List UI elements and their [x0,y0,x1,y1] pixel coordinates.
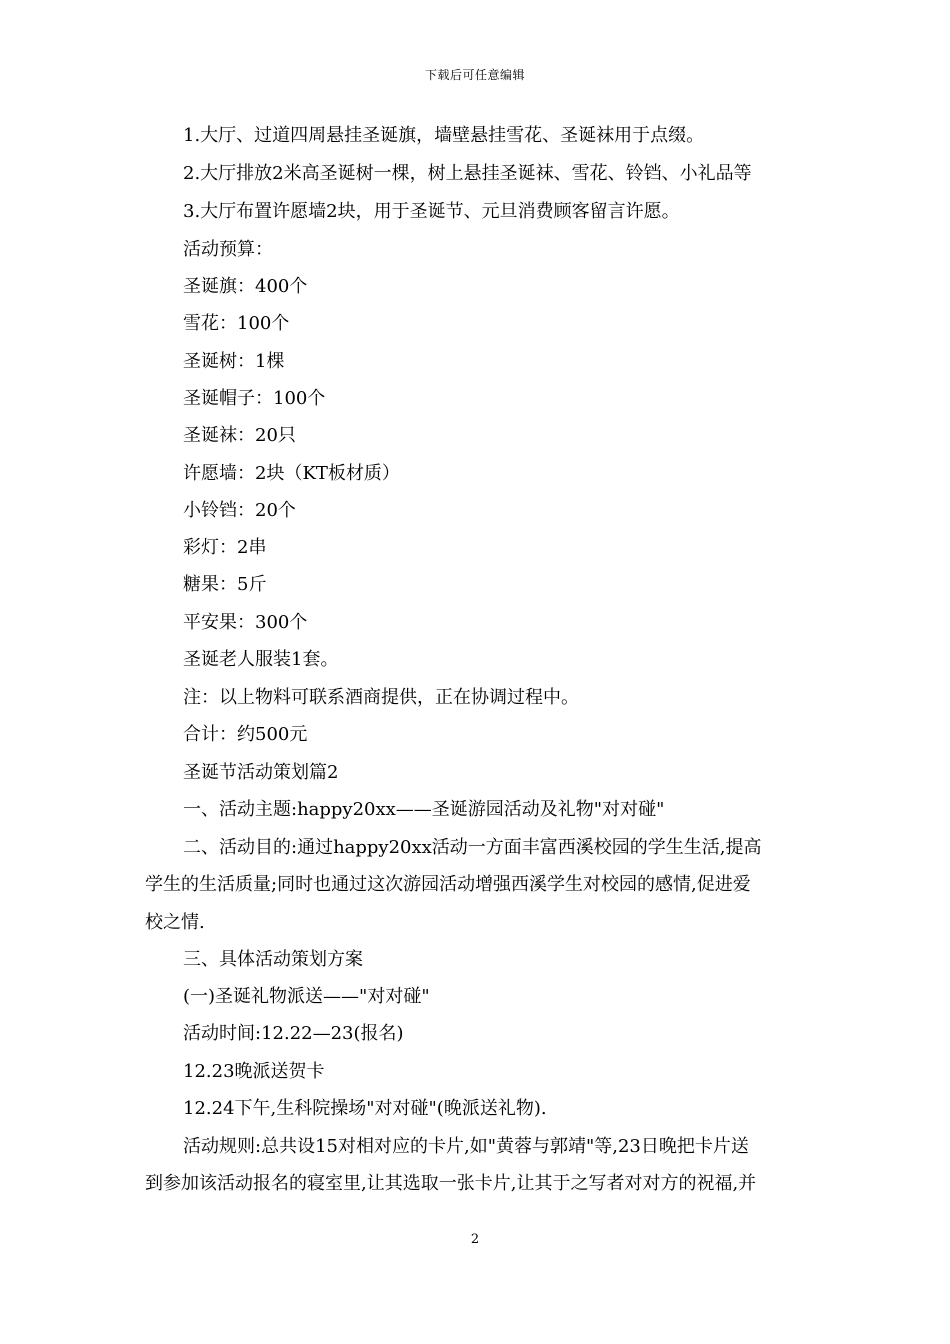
text-line: 圣诞旗：400个 [183,276,308,297]
text-line: 12.23晚派送贺卡 [183,1061,325,1082]
text-line: 活动规则:总共设15对相对应的卡片,如"黄蓉与郭靖"等,23日晚把卡片送 [183,1136,749,1157]
text-line: 圣诞老人服装1套。 [183,649,339,670]
text-line: 注：以上物料可联系酒商提供，正在协调过程中。 [183,687,579,708]
text-line: 合计：约500元 [183,724,308,745]
section-heading: 圣诞节活动策划篇2 [183,762,339,783]
text-line: 12.24下午,生科院操场"对对碰"(晚派送礼物). [183,1098,547,1119]
text-line: 糖果：5斤 [183,574,267,595]
text-line: 许愿墙：2块（KT板材质） [183,463,400,484]
text-line: 三、具体活动策划方案 [183,949,363,970]
text-line: 彩灯：2串 [183,537,267,558]
text-line: 活动预算： [183,239,273,260]
page-header: 下载后可任意编辑 [424,68,525,82]
text-line: 2.大厅排放2米高圣诞树一棵，树上悬挂圣诞袜、雪花、铃铛、小礼品等 [183,163,752,184]
text-line: 到参加该活动报名的寝室里,让其选取一张卡片,让其于之写者对对方的祝福,并 [145,1173,757,1194]
text-line: 雪花：100个 [183,313,290,334]
text-line: 平安果：300个 [183,612,308,633]
text-line: 学生的生活质量;同时也通过这次游园活动增强西溪学生对校园的感情,促进爱 [145,874,751,895]
text-line: 圣诞帽子：100个 [183,388,326,409]
text-line: 活动时间:12.22—23(报名) [183,1023,404,1044]
text-line: 二、活动目的:通过happy20xx活动一方面丰富西溪校园的学生生活,提高 [183,837,762,858]
text-line: (一)圣诞礼物派送——"对对碰" [183,986,430,1007]
text-line: 一、活动主题:happy20xx——圣诞游园活动及礼物"对对碰" [183,799,665,820]
text-line: 圣诞树：1棵 [183,351,285,372]
text-line: 1.大厅、过道四周悬挂圣诞旗，墙壁悬挂雪花、圣诞袜用于点缀。 [183,125,705,146]
text-line: 校之情. [145,912,205,933]
text-line: 圣诞袜：20只 [183,425,296,446]
text-line: 3.大厅布置许愿墙2块，用于圣诞节、元旦消费顾客留言许愿。 [183,201,680,222]
text-line: 小铃铛：20个 [183,500,296,521]
page-number: 2 [470,1232,480,1247]
